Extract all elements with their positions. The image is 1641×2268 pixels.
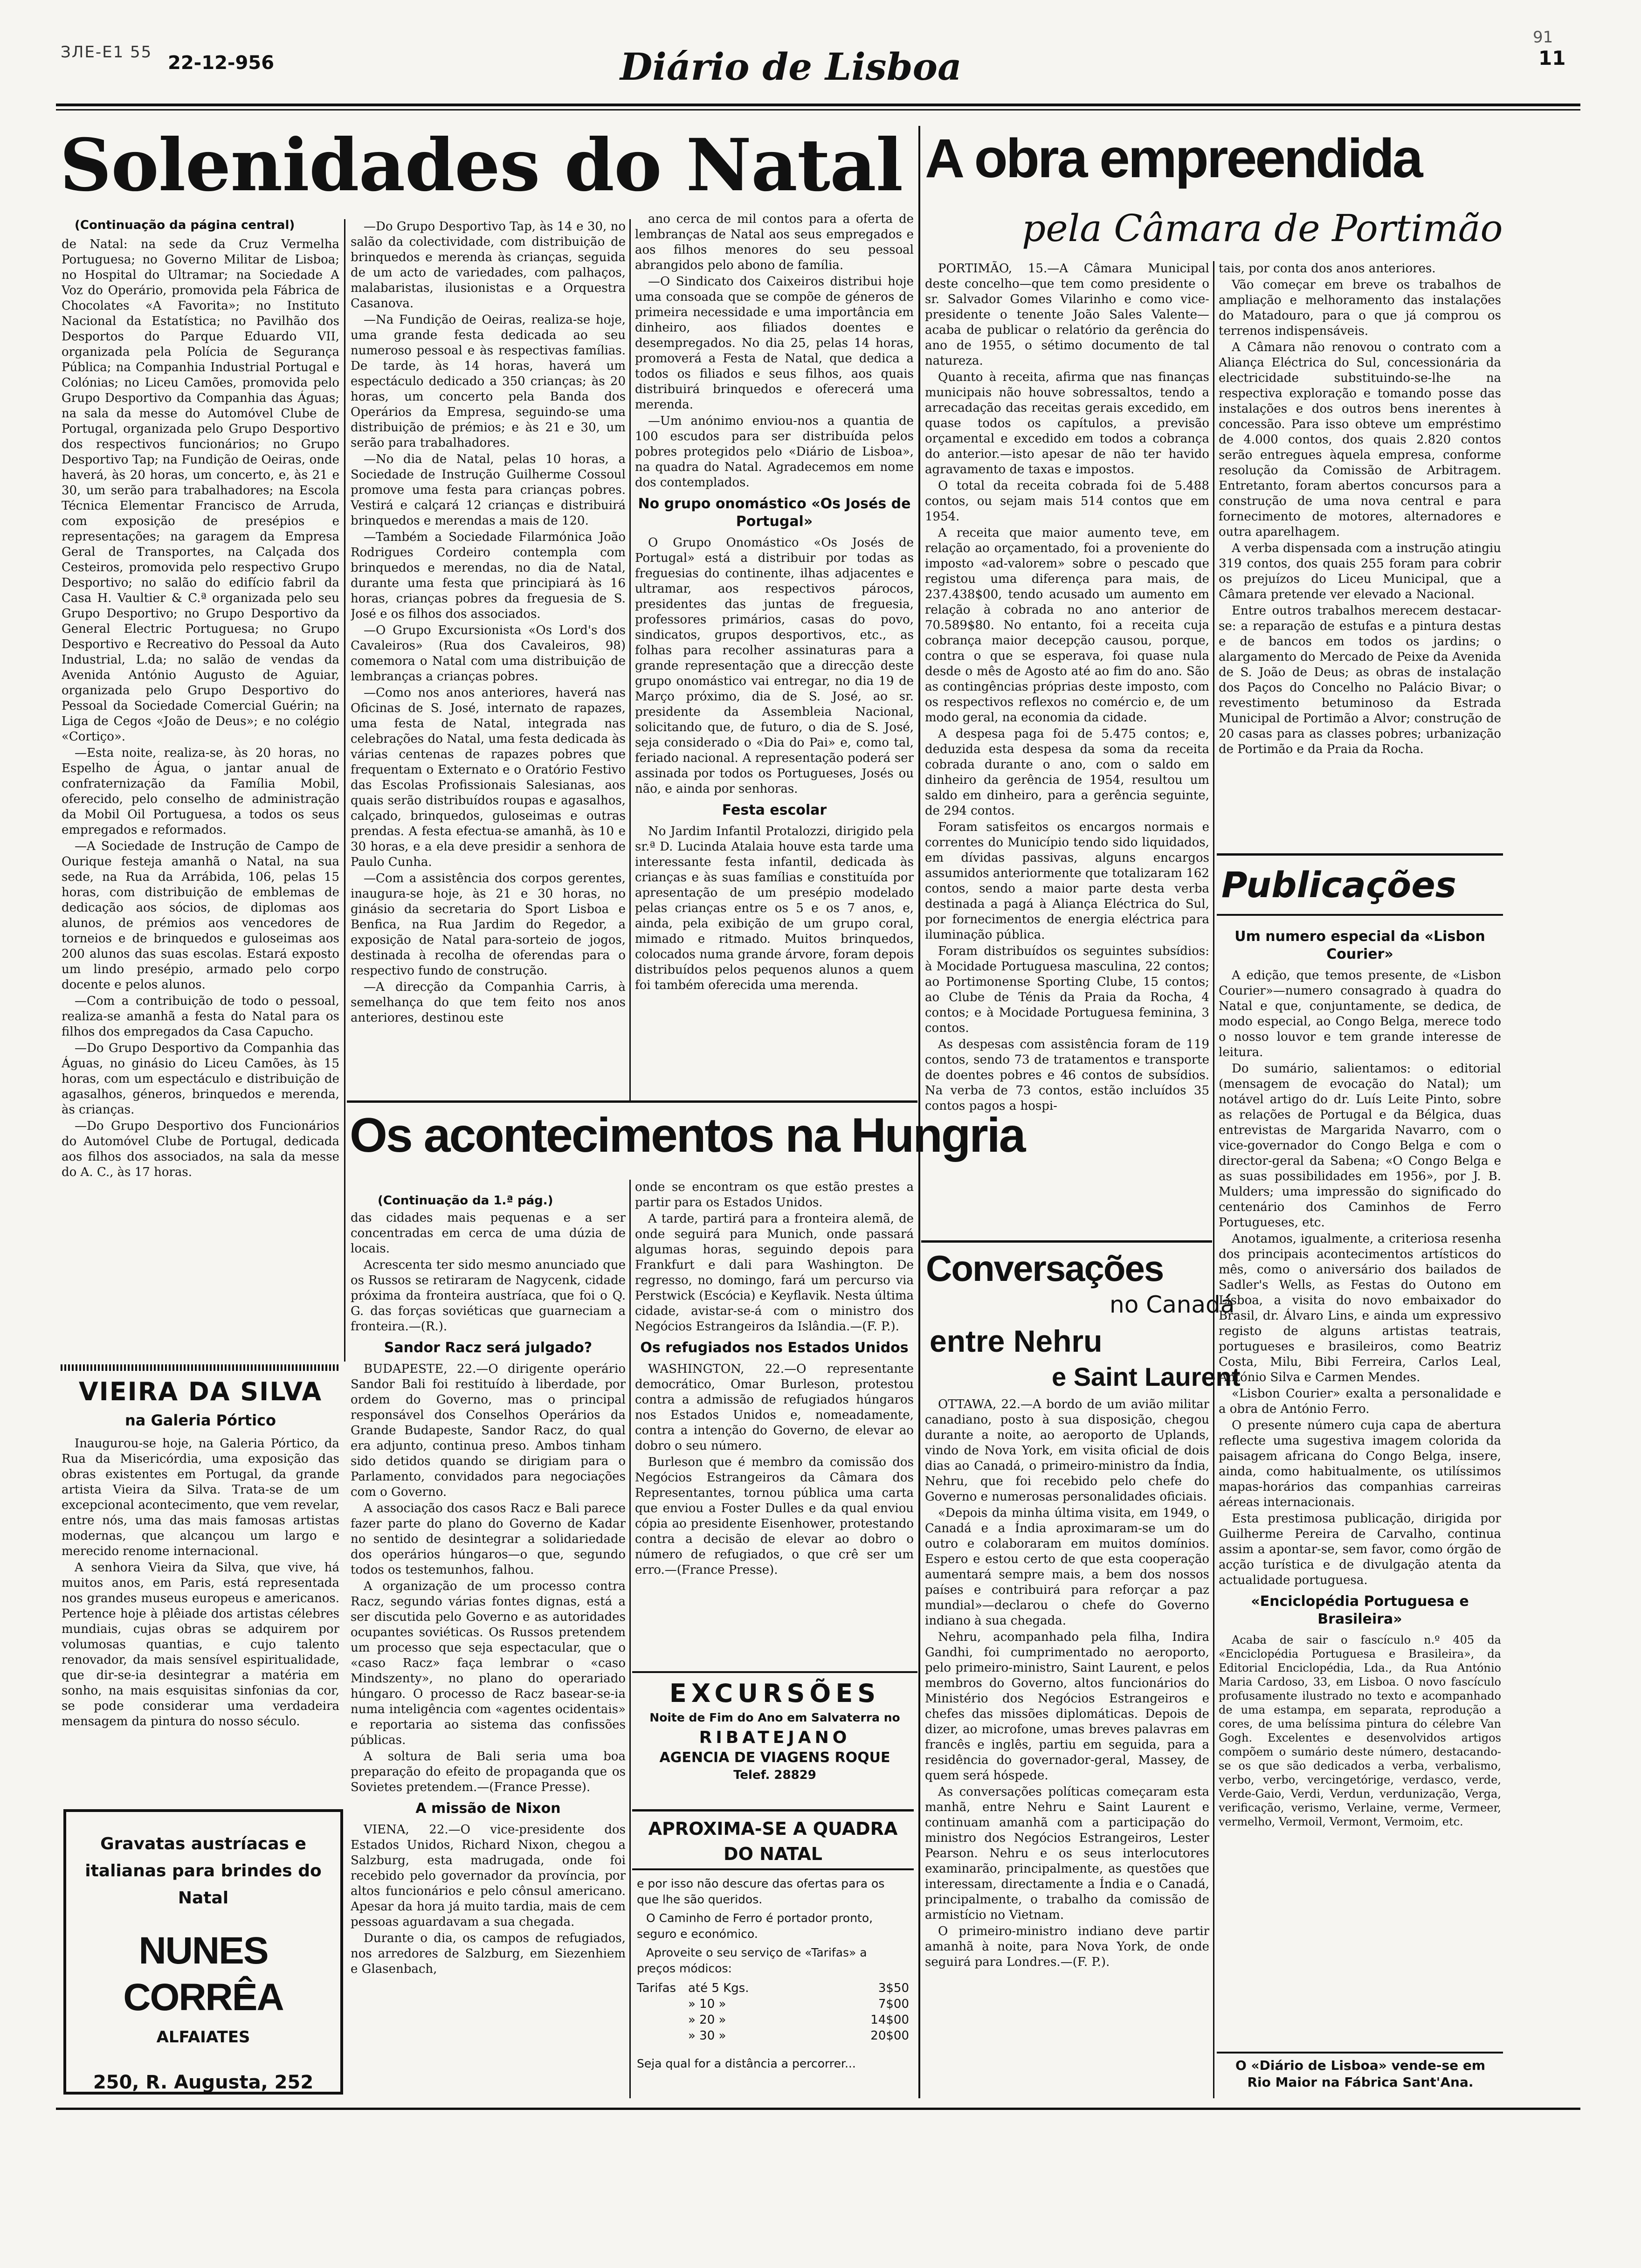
paragraph: «Depois da minha última visita, em 1949, o Canadá e a Índia aproximaram-se um do outro e colaboraram em muitos domínios. Espero e estou certo de que esta cooperação aumentará sempre mais, a bem dos nossos países e contribuirá para reforçar a paz mundial»—declarou o chefe do Governo indiano à sua chegada.: [925, 1506, 1209, 1628]
paragraph: PORTIMÃO, 15.—A Câmara Municipal deste concelho—que tem como presidente o sr. Salvador Gomes Vilarinho e como vice-presidente o tenente João Sales Valente—acaba de publicar o relatório da gerência do ano de 1955, o sétimo documento de tal natureza.: [925, 262, 1209, 368]
paragraph: —Também a Sociedade Filarmónica João Rodrigues Cordeiro contempla com brinquedos e merendas, no dia de Natal, durante uma festa que principiará às 16 horas, crianças pobres da freguesia de S. José e os filhos dos associados.: [351, 530, 626, 621]
paragraph: Foram distribuídos os seguintes subsídios: à Mocidade Portuguesa masculina, 22 contos; ao Portimonense Sporting Clube, 15 contos; ao Clube de Ténis da Praia da Rocha, 4 contos; e à Mocidade Portuguesa feminina, 3 contos.: [925, 944, 1209, 1035]
section-rule: [1217, 914, 1503, 916]
quadra-line2: O Caminho de Ferro é portador pronto, seguro e económico.: [637, 1911, 873, 1941]
portimao-subheadline: pela Câmara de Portimão: [1022, 207, 1503, 250]
paragraph: Quanto à receita, afirma que nas finanças municipais não houve sobressaltos, tendo a arrecadação das receitas gerais excedido, em quase todos os capítulos, a previsão orçamental e excedido em todos a cobrança do anterior.—isto apesar de não ter havido agravamento de taxas e impostos.: [925, 370, 1209, 477]
paragraph: —No dia de Natal, pelas 10 horas, a Sociedade de Instrução Guilherme Cossoul promove uma festa para crianças pobres. Vestirá e calçará 12 crianças e distribuirá brinquedos e merendas a mais de 120.: [351, 452, 626, 528]
solenidades-headline: Solenidades do Natal: [60, 123, 903, 207]
paragraph: —Do Grupo Desportivo da Companhia das Águas, no ginásio do Liceu Camões, às 15 horas, com um espectáculo e distribuição de agasalhos, géneros, brinquedos e merenda, às crianças.: [62, 1041, 339, 1117]
paragraph: Anotamos, igualmente, a criteriosa resenha dos principais acontecimentos artísticos do mês, como o aniversário dos bailados de Sadler's Wells, as Festas do Outono em Lisboa, a visita do novo embaixador do Brasil, dr. Álvaro Lins, e ainda um expressivo registo de alguns artistas teatrais, portugueses e brasileiros, como Beatriz Costa, Milu, Bibi Ferreira, Carlos Leal, António Silva e Carmen Mendes.: [1219, 1232, 1501, 1384]
nunes-brand: NUNES CORRÊA: [123, 1929, 283, 2019]
paragraph: No Jardim Infantil Protalozzi, dirigido pela sr.ª D. Lucinda Atalaia houve esta tarde uma interessante festa infantil, dedicada às crianças e às suas famílias e constituída por apresentação de um presépio modelado pelas crianças entre os 5 e os 7 anos, e, ainda, pela exibição de um grupo coral, mimado e ritmado. Muitos brinquedos, colocados numa grande árvore, foram depois distribuídos pelos pequenos alunos a quem foi também oferecida uma merenda.: [635, 824, 914, 992]
paragraph: A verba dispensada com a instrução atingiu 319 contos, dos quais 255 foram para cobrir os prejuízos do Liceu Municipal, que a Câmara pretende ver elevado a Nacional.: [1219, 541, 1501, 602]
solenidades-continuation: (Continuação da página central): [75, 218, 295, 232]
paragraph: A organização de um processo contra Racz, segundo várias fontes dignas, está a ser discutida pelo Governo e as autoridades ocupantes soviéticas. Os Russos pretendem um processo que seja espectacular, que o «caso Racz» faça lembrar o «caso Mindszenty», no plano do operariado húngaro. O processo de Racz basear-se-ia numa inteligência com «agentes ocidentais» e reportaria ao sistema das confissões públicas.: [351, 1579, 626, 1747]
tariff-row: » 10 » 7$00: [688, 1997, 909, 2011]
paragraph: Acaba de sair o fascículo n.º 405 da «Enciclopédia Portuguesa e Brasileira», da Editorial Enciclopédia, Lda., da Rua António Maria Cardoso, 33, em Lisboa. O novo fascículo profusamente ilustrado no texto e acompanhado de uma estampa, em separata, reprodução a cores, de uma belíssima pintura do célebre Van Gogh. Excelentes e desenvolvidos artigos compõem o sumário deste número, destacando-se os que são dedicados a verba, verbalismo, verbo, verbo, vercingetórige, verdasco, verde, Verde-Gaio, Verdi, Verdun, verdunização, Verga, verificação, verismo, Verlaine, verme, Vermeer, vermelho, Vermoil, Vermont, Vermoim, etc.: [1219, 1633, 1501, 1828]
paragraph: «Lisbon Courier» exalta a personalidade e a obra de António Ferro.: [1219, 1387, 1501, 1416]
nunes-correa-ad: [63, 1809, 343, 2095]
paragraph: A edição, que temos presente, de «Lisbon Courier»—numero consagrado à quadra do Natal e que, conjuntamente, se dedica, de modo especial, ao Congo Belga, merece todo o nosso louvor e tem grande interesse de leitura.: [1219, 968, 1501, 1059]
quadra-ad: [632, 1809, 914, 2096]
festa-subhead: Festa escolar: [722, 802, 827, 818]
tariff-label: Tarifas: [637, 1981, 676, 1995]
vieira-subheadline: na Galeria Pórtico: [125, 1411, 276, 1429]
column-rule: [629, 219, 631, 1100]
hungria-column-a: [351, 1210, 626, 2096]
paragraph: A tarde, partirá para a fronteira alemã, de onde seguirá para Munich, onde passará algumas horas, seguindo depois para Frankfurt e dali para Washington. De regresso, no domingo, fará um percurso via Perstwick (Escócia) e Keyflavik. Nesta última cidade, avistar-se-á com o ministro dos Negócios Estrangeiros da Islândia.—(F. P.).: [635, 1212, 914, 1334]
hungria-headline: Os acontecimentos na Hungria: [350, 1108, 1025, 1162]
section-rule: [347, 1100, 917, 1103]
notice-rule: [1217, 2052, 1503, 2054]
excursoes-ad: [634, 1679, 916, 1805]
paragraph: As despesas com assistência foram de 119 contos, sendo 73 de tratamentos e transporte de doentes pobres e 46 contos de subsídios. Na verba de 73 contos, estão incluídos 35 contos pagos a hospi-: [925, 1037, 1209, 1113]
paragraph: —A Sociedade de Instrução de Campo de Ourique festeja amanhã o Natal, na sua sede, na Rua da Arrábida, 106, pelas 15 horas, com distribuição de emblemas de dedicação aos sócios, de diplomas aos alunos, de prémios aos vencedores de torneios e de brinquedos e guloseimas aos 200 alunos das suas escolas. Estará exposto um lindo presépio, armado pelo corpo docente e pelos alunos.: [62, 839, 339, 992]
paragraph: —Com a assistência dos corpos gerentes, inaugura-se hoje, às 21 e 30 horas, no ginásio da secretaria do Sport Lisboa e Benfica, na Rua Jardim do Regedor, a exposição de Natal para-sorteio de jogos, destinada à recolha de oferendas para o respectivo fundo de construção.: [351, 871, 626, 978]
quadra-footer: Seja qual for a distância a percorrer...: [637, 2057, 856, 2070]
ad-rule: [632, 1671, 917, 1673]
bottom-rule: [56, 2108, 1580, 2110]
masthead-title: Diário de Lisboa: [620, 45, 962, 89]
portimao-column-2: [1219, 261, 1501, 835]
paragraph: O Grupo Onomástico «Os Josés de Portugal» está a distribuir por todas as freguesias do continente, ilhas adjacentes e ultramar, aos respectivos párocos, presidentes das juntas de freguesia, professores primários, casas do povo, sindicatos, grupos desportivos, etc., as folhas para recolher assinaturas para a grande representação que a direcção deste grupo onomástico vai entregar, no dia 19 de Março próximo, dia de S. José, ao sr. presidente da Assembleia Nacional, solicitando que, de futuro, o dia de S. José, seja considerado o «Dia do Pai» e, como tal, feriado nacional. A representação poderá ser assinada por todos os Portugueses, Josés ou não, e ainda por senhoras.: [635, 536, 914, 796]
section-rule: [61, 1364, 340, 1371]
paragraph: das cidades mais pequenas e a ser concentradas em cerca de uma dúzia de locais.: [351, 1211, 626, 1256]
paragraph: Nehru, acompanhado pela filha, Indira Gandhi, foi cumprimentado no aeroporto, pelo primeiro-ministro, Saint Laurent, e pelos membros do Governo, altos funcionários do Ministério dos Negócios Estrangeiros e chefes das missões diplomáticas. Depois de dizer, ao microfone, umas breves palavras em francês e inglês, partiu em seguida, para a residência do governador-geral, Massey, de quem será hóspede.: [925, 1630, 1209, 1783]
quadra-line3: Aproveite o seu serviço de «Tarifas» a preços módicos:: [637, 1946, 867, 1975]
quadra-intro: e por isso não descure das ofertas para os que lhe são queridos.: [637, 1877, 885, 1906]
paragraph: A despesa paga foi de 5.475 contos; e, deduzida esta despesa da soma da receita cobrada durante o ano, com o saldo em dinheiro da gerência de 1954, resultou um saldo em dinheiro, para a gerência seguinte, de 294 contos.: [925, 727, 1209, 818]
masthead-rule: [56, 104, 1580, 106]
excursoes-line: Noite de Fim do Ano em Salvaterra no: [649, 1711, 900, 1724]
sales-notice: O «Diário de Lisboa» vende-se em Rio Maior na Fábrica Sant'Ana.: [1235, 2058, 1486, 2090]
masthead-date: 22-12-956: [168, 52, 275, 74]
excursoes-region: RIBATEJANO: [699, 1728, 851, 1747]
publicacoes-headline: Publicações: [1221, 864, 1456, 906]
paragraph: —Do Grupo Desportivo dos Funcionários do Automóvel Clube de Portugal, dedicada aos filhos dos associados, na sala da messe do A. C., às 17 horas.: [62, 1119, 339, 1179]
paragraph: Entre outros trabalhos merecem destacar-se: a reparação de estufas e a pintura destas e de bancos em todos os jardins; o alargamento do Mercado de Peixe da Avenida de S. João de Deus; as obras de instalação dos Paços do Concelho no Palácio Bivar; o revestimento betuminoso da Estrada Municipal de Portimão a Alvor; construção de 20 casas para as classes pobres; urbanização de Portimão e da Praia da Rocha.: [1219, 604, 1501, 756]
column-rule: [1213, 261, 1214, 2098]
paragraph: Acrescenta ter sido mesmo anunciado que os Russos se retiraram de Nagycenk, cidade próxima da fronteira austríaca, que foi o Q. G. das forças soviéticas que guarneciam a fronteira.—(R.).: [351, 1258, 626, 1334]
excursoes-phone: Telef. 28829: [733, 1768, 816, 1782]
nehru-headline-2: no Canadá: [1110, 1291, 1235, 1318]
paragraph: —A direcção da Companhia Carris, à semelhança do que tem feito nos anos anteriores, destinou este: [351, 980, 626, 1025]
paragraph: WASHINGTON, 22.—O representante democrático, Omar Burleson, protestou contra a admissão de refugiados húngaros nos Estados Unidos e, nomeadamente, contra a intenção do Governo, de elevar ao dobro o seu número.: [635, 1362, 914, 1453]
paragraph: Durante o dia, os campos de refugiados, nos arredores de Salzburg, em Siezenhiem e Glasenbach,: [351, 1931, 626, 1976]
nehru-text: [925, 1397, 1209, 2096]
paragraph: —Esta noite, realiza-se, às 20 horas, no Espelho de Água, o jantar anual de confraternização da Família Mobil, oferecido, pelo conselho de administração da Mobil Oil Portuguesa, a todos os seus empregados e reformados.: [62, 746, 339, 837]
vieira-text: [62, 1436, 339, 1800]
hungria-column-b: [635, 1180, 914, 1669]
masthead-rule-2: [56, 109, 1580, 111]
paragraph: —Um anónimo enviou-nos a quantia de 100 escudos para ser distribuída pelos pobres protegidos pelo «Diário de Lisboa», na quadra do Natal. Agradecemos em nome dos contemplados.: [635, 414, 914, 490]
hungria-continuation: (Continuação da 1.ª pág.): [378, 1194, 553, 1208]
paragraph: A receita que maior aumento teve, em relação ao orçamentado, foi a proveniente do imposto «ad-valorem» sobre o pescado que registou uma diferença para mais, de 237.438$00, tendo acusado um aumento em relação à cobrada no ano anterior de 70.589$80. No entanto, foi a receita cuja cobrança maior decepção causou, porque, contra o que se esperava, foi quase nula desde o mês de Agosto até ao fim do ano. São as contingências próprias deste imposto, com os respectivos reflexos no comércio e, de um modo geral, na economia da cidade.: [925, 526, 1209, 725]
lisbon-courier-subhead: Um numero especial da «Lisbon Courier»: [1234, 928, 1485, 962]
paragraph: BUDAPESTE, 22.—O dirigente operário Sandor Bali foi restituído à liberdade, por ordem do Governo, mas o principal responsável dos Conselhos Operários da Grande Budapeste, Sandor Racz, do qual era adjunto, continua preso. Ambos tinham sido detidos quando se dirigiam para o Parlamento, convidados para negociações com o Governo.: [351, 1362, 626, 1499]
corner-mark: 91: [1533, 28, 1553, 47]
onomastico-subhead: No grupo onomástico «Os Josés de Portugal»: [638, 496, 911, 530]
paragraph: de Natal: na sede da Cruz Vermelha Portuguesa; no Governo Militar de Lisboa; no Hospital do Ultramar; na Sociedade A Voz do Operário, promovida pela Fábrica de Chocolates «A Favorita»; no Instituto Nacional da Estatística; no Pavilhão dos Desportos do Parque Eduardo VII, organizada pela Polícia de Segurança Pública; na Companhia Industrial Portugal e Colónias; no Liceu Camões, promovida pelo Grupo Desportivo da Companhia das Águas; na sala da messe do Automóvel Clube de Portugal, organizada pelo Grupo Desportivo dos respectivos funcionários; no Grupo Desportivo Tap; na Fundição de Oeiras, onde haverá, às 20 horas, um concerto, e, às 21 e 30, um serão para trabalhadores; na Escola Técnica Elementar Francisco de Arruda, com exposição de presépios e representações; na garagem da Empresa Geral de Transportes, na Calçada dos Cesteiros, promovida pelo respectivo Grupo Desportivo; no salão do edifício fabril da Casa H. Vaultier & C.ª organizada pelo seu Grupo Desportivo; no Grupo Desportivo da General Electric Portuguesa; no Grupo Desportivo e Recreativo do Pessoal da Auto Industrial, L.da; no salão de vendas da Avenida António Augusto de Aguiar, organizada pelo Grupo Desportivo do Pessoal da Sociedade Comercial Guérin; na Liga de Cegos «João de Deus»; e no colégio «Cortiço».: [62, 237, 339, 744]
tariff-row: até 5 Kgs. 3$50: [688, 1981, 909, 1995]
nixon-subhead: A missão de Nixon: [415, 1800, 561, 1817]
paragraph: —Na Fundição de Oeiras, realiza-se hoje, uma grande festa dedicada ao seu numeroso pessoal e às respectivas famílias. De tarde, às 14 horas, haverá um espectáculo dedicado a 350 crianças; às 20 horas, um concerto pela Banda dos Operários da Empresa, seguindo-se uma distribuição de prémios; e às 21 e 30, um serão para trabalhadores.: [351, 313, 626, 450]
nunes-address: 250, R. Augusta, 252: [93, 2072, 314, 2093]
nehru-headline-4: e Saint Laurent: [1052, 1362, 1241, 1391]
column-rule: [344, 219, 345, 1362]
portimao-column-1: [925, 261, 1209, 1236]
tariff-row: » 30 » 20$00: [688, 2029, 909, 2043]
nehru-headline-3: entre Nehru: [930, 1324, 1103, 1358]
paragraph: tais, por conta dos anos anteriores.: [1219, 262, 1436, 276]
excursoes-title: EXCURSÕES: [669, 1679, 881, 1708]
paragraph: —O Grupo Excursionista «Os Lord's dos Cavaleiros» (Rua dos Cavaleiros, 98) comemora o Natal com uma distribuição de lembranças a crianças pobres.: [351, 623, 626, 684]
paragraph: A associação dos casos Racz e Bali parece fazer parte do plano do Governo de Kadar no sentido de desintegrar a solidariedade dos operários húngaros—o que, segundo todos os testemunhos, falhou.: [351, 1501, 626, 1577]
excursoes-agency: AGENCIA DE VIAGENS ROQUE: [659, 1749, 890, 1766]
nunes-tagline: Gravatas austríacas e italianas para brindes do Natal: [85, 1834, 322, 1908]
paragraph: Burleson que é membro da comissão dos Negócios Estrangeiros da Câmara dos Representantes, tornou pública uma carta que enviou a Foster Dulles e da qual enviou cópia ao presidente Eisenhower, protestando contra a decisão de elevar ao dobro o número de refugiados, o que crê ser um erro.—(France Presse).: [635, 1455, 914, 1577]
paragraph: A senhora Vieira da Silva, que vive, há muitos anos, em Paris, está representada nos grandes museus europeus e americanos. Pertence hoje à plêiade dos artistas célebres mundiais, cujas obras se adquirem por volumosas quantias, e cujo talento renovador, da mais sensível espiritualidade, que dir-se-ia desintegrar a matéria em sonho, na mais esquisitas sinfonias da cor, se pode considerar uma verdadeira mensagem da pintura do nosso século.: [62, 1561, 339, 1729]
tariff-row: » 20 » 14$00: [688, 2013, 909, 2027]
paragraph: Vão começar em breve os trabalhos de ampliação e melhoramento das instalações do Matadouro, para o que já comprou os terrenos indispensáveis.: [1219, 278, 1501, 338]
paragraph: —Com a contribuição de todo o pessoal, realiza-se amanhã a festa do Natal para os filhos dos empregados da Casa Capucho.: [62, 994, 339, 1039]
paragraph: Inaugurou-se hoje, na Galeria Pórtico, da Rua da Misericórdia, uma exposição das obras existentes em Portugal, da grande artista Vieira da Silva. Trata-se de um excepcional acontecimento, que vem revelar, entre nós, uma das mais famosas artistas modernas, que alcançou um largo e merecido renome internacional.: [62, 1437, 339, 1558]
section-rule: [921, 1240, 1212, 1243]
nunes-trade: ALFAIATES: [156, 2028, 250, 2047]
paragraph: ano cerca de mil contos para a oferta de lembranças de Natal aos seus empregados e aos filhos menores do seu pessoal abrangidos pelo abono de família.: [635, 212, 914, 272]
refugiados-subhead: Os refugiados nos Estados Unidos: [640, 1340, 909, 1356]
paragraph: O presente número cuja capa de abertura reflecte uma sugestiva imagem colorida da paisagem africana do Congo Belga, insere, ainda, como habitualmente, os utilíssimos mapas-horários das companhias carreiras aéreas internacionais.: [1219, 1418, 1501, 1509]
paragraph: onde se encontram os que estão prestes a partir para os Estados Unidos.: [635, 1180, 914, 1210]
column-rule: [629, 1180, 631, 2098]
paragraph: A soltura de Bali seria uma boa preparação do efeito de propaganda que os Sovietes pretendem.—(France Presse).: [351, 1749, 626, 1794]
solenidades-column-3: [635, 212, 914, 1098]
paragraph: Do sumário, salientamos: o editorial (mensagem de evocação do Natal); um notável artigo do dr. Luís Leite Pinto, sobre as relações de Portugal e da Bélgica, duas entrevistas de Margarida Navarro, com o vice-governador do Congo Belga e com o director-geral da Sabena; «O Congo Belga e as suas possibilidades em 1956», por J. B. Mulders; uma impressão do significado do centenário dos Caminhos de Ferro Portugueses, etc.: [1219, 1062, 1501, 1230]
paragraph: Esta prestimosa publicação, dirigida por Guilherme Pereira de Carvalho, continua assim a apontar-se, sem favor, como órgão de acção turística e de divulgação atenta da actualidade portuguesa.: [1219, 1512, 1501, 1587]
paragraph: OTTAWA, 22.—A bordo de um avião militar canadiano, posto à sua disposição, chegou durante a noite, ao aeroporto de Uplands, vindo de Nova York, em visita oficial de dois dias ao Canadá, o primeiro-ministro da Índia, Nehru, que foi recebido pelo chefe do Governo e numerosas personalidades oficiais.: [925, 1397, 1209, 1504]
paragraph: VIENA, 22.—O vice-presidente dos Estados Unidos, Richard Nixon, chegou a Salzburg, esta madrugada, onde foi recebido pelo governador da província, por altos funcionários e pelo cônsul americano. Apesar da hora já muito tardia, mais de cem pessoas aguardavam a sua chegada.: [351, 1823, 626, 1929]
page-number: 11: [1538, 47, 1566, 69]
quadra-title: APROXIMA-SE A QUADRA DO NATAL: [632, 1812, 914, 1870]
vieira-headline: VIEIRA DA SILVA: [78, 1377, 323, 1406]
publicacoes-column: [1219, 928, 1501, 2052]
paragraph: Foram satisfeitos os encargos normais e correntes do Município tendo sido liquidados, em dívidas passivas, alguns encargos assumidos anteriormente que totalizaram 162 contos, sendo a maior parte desta verba destinada a pagá à Aliança Eléctrica do Sul, por fornecimentos de energia eléctrica para iluminação pública.: [925, 820, 1209, 942]
nehru-headline-1: Conversações: [926, 1248, 1164, 1289]
solenidades-column-2: [351, 219, 626, 1096]
section-rule: [1217, 853, 1503, 856]
paragraph: O total da receita cobrada foi de 5.488 contos, ou sejam mais 514 contos que em 1954.: [925, 479, 1209, 524]
portimao-headline: A obra empreendida: [925, 128, 1421, 189]
corner-stamp: ЗЛЕ-Е1 55: [61, 43, 152, 62]
paragraph: —O Sindicato dos Caixeiros distribui hoje uma consoada que se compõe de géneros de primeira necessidade e uma importância em dinheiro, aos filiados doentes e desempregados. No dia 25, pelas 14 horas, promoverá a Festa de Natal, que dedica a todos os filiados e seus filhos, aos quais distribuirá brinquedos e oferecerá uma merenda.: [635, 275, 914, 412]
paragraph: —Do Grupo Desportivo Tap, às 14 e 30, no salão da colectividade, com distribuição de brinquedos e merenda às crianças, seguida de um acto de variedades, com palhaços, malabaristas, ilusionistas e a Orquestra Casanova.: [351, 220, 626, 311]
paragraph: A Câmara não renovou o contrato com a Aliança Eléctrica do Sul, concessionária da electricidade substituindo-se-lhe na respectiva exploração e tomando posse das instalações e dos outros bens inerentes à concessão. Para isso obteve um empréstimo de 4.000 contos, dos quais 2.820 contos serão entregues àquela empresa, conforme resolução da Comissão de Arbitragem. Entretanto, foram abertos concursos para a construção de uma nova central e para fornecimento de motores, alternadores e outra aparelhagem.: [1219, 340, 1501, 539]
tariff-table: [637, 1980, 909, 2044]
solenidades-column-1: [62, 237, 339, 1361]
paragraph: O primeiro-ministro indiano deve partir amanhã à noite, para Nova York, de onde seguirá para Londres.—(F. P.).: [925, 1924, 1209, 1969]
paragraph: —Como nos anos anteriores, haverá nas Oficinas de S. José, internato de rapazes, uma festa de Natal, integrada nas celebrações do Natal, uma festa dedicada às várias centenas de rapazes pobres que frequentam o Externato e o Oratório Festivo das Escolas Profissionais Salesianas, aos quais serão distribuídos roupas e agasalhos, calçado, brinquedos, guloseimas e outras prendas. A festa efectua-se amanhã, às 10 e 30 horas, e a ela deve presidir a senhora de Paulo Cunha.: [351, 686, 626, 869]
racz-subhead: Sandor Racz será julgado?: [384, 1340, 593, 1356]
paragraph: As conversações políticas começaram esta manhã, entre Nehru e Saint Laurent e continuam amanhã com a participação do ministro dos Negócios Estrangeiros, Lester Pearson. Nehru e os seus interlocutores examinarão, principalmente, as questões que interessam, directamente a Índia e o Canadá, principalmente, o trabalho da comissão de armistício no Vietnam.: [925, 1785, 1209, 1922]
enciclopedia-subhead: «Enciclopédia Portuguesa e Brasileira»: [1251, 1593, 1469, 1627]
